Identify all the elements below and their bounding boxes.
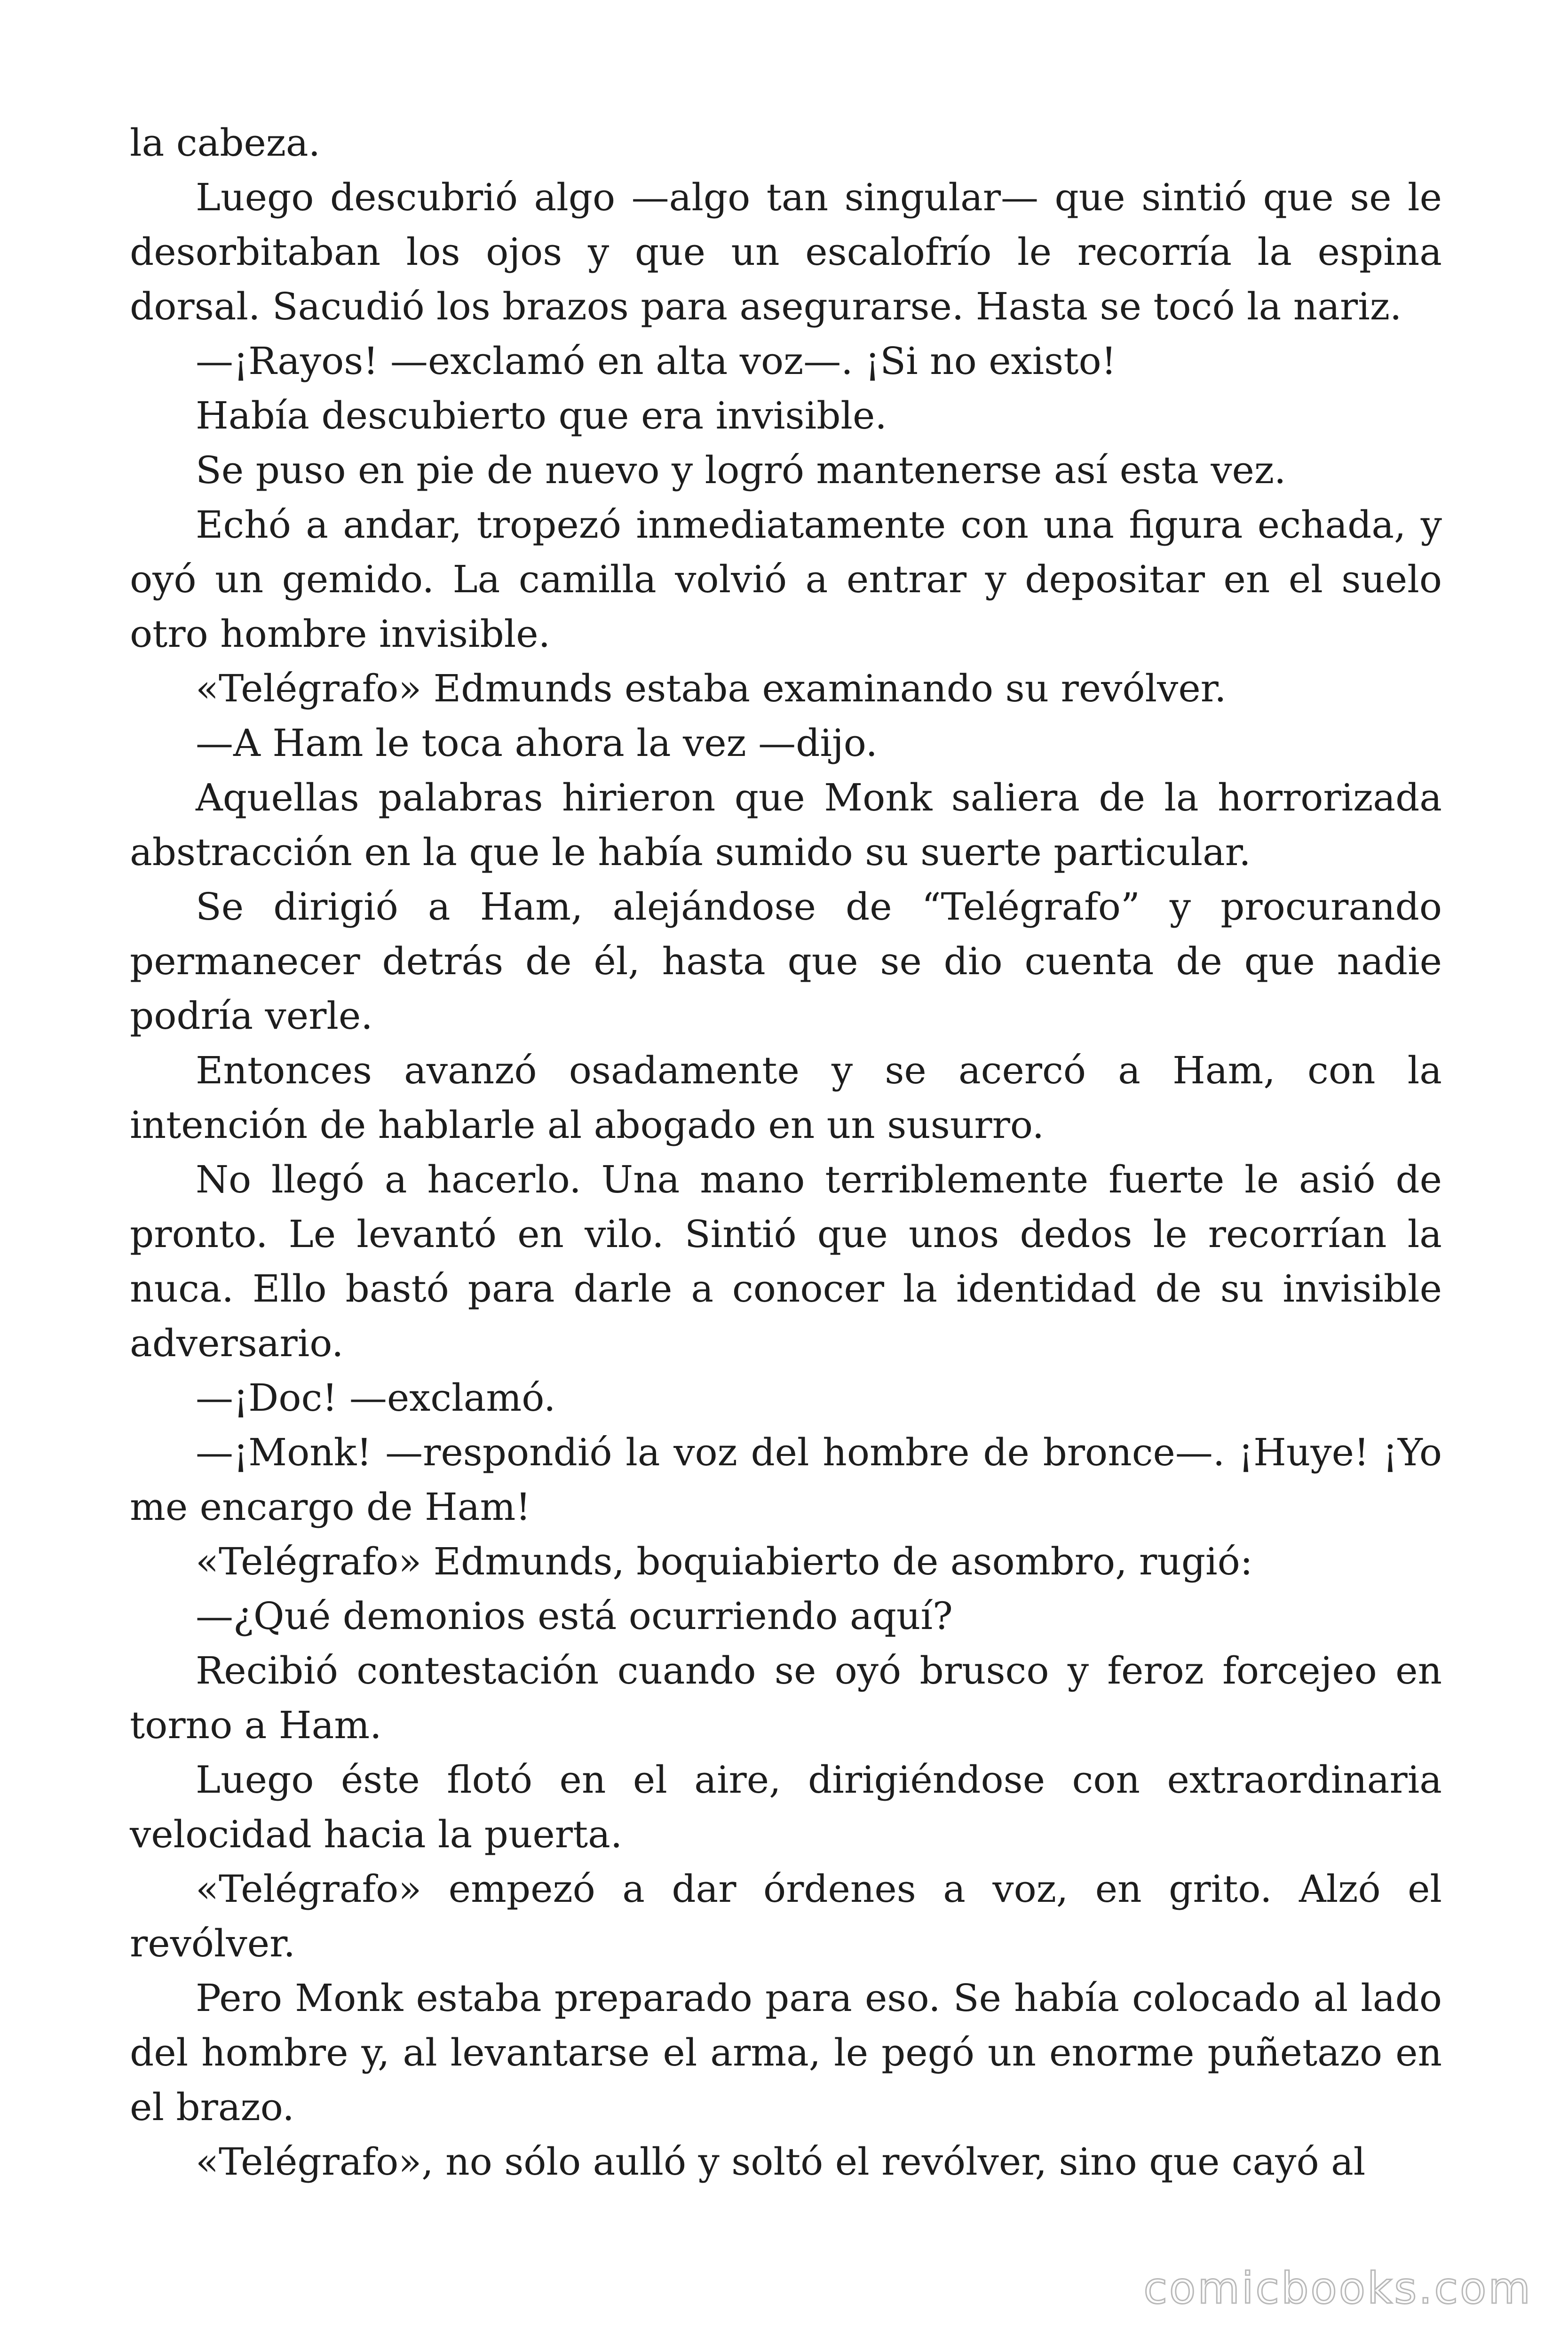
watermark: comicbooks.com: [1143, 2263, 1532, 2313]
paragraph-continuation: la cabeza.: [130, 121, 321, 165]
paragraph: Echó a andar, tropezó inmediatamente con una figura echada, y oyó un gemido. La camilla volvió a entrar y depositar en el suelo otro hombre invisible.: [130, 503, 1442, 656]
paragraph: Luego descubrió algo —algo tan singular— que sintió que se le desorbitaban los ojos y que un escalofrío le recorría la espina dorsal. Sacudió los brazos para asegurarse. Hasta se tocó la nariz.: [130, 175, 1442, 328]
paragraph: —¡Monk! —respondió la voz del hombre de bronce—. ¡Huye! ¡Yo me encargo de Ham!: [130, 1430, 1442, 1529]
paragraph: Había descubierto que era invisible.: [196, 394, 887, 437]
paragraph: Entonces avanzó osadamente y se acercó a Ham, con la intención de hablarle al abogado en un susurro.: [130, 1049, 1442, 1147]
paragraph: Recibió contestación cuando se oyó brusco y feroz forcejeo en torno a Ham.: [130, 1649, 1442, 1747]
paragraph: Pero Monk estaba preparado para eso. Se había colocado al lado del hombre y, al levantarse el arma, le pegó un enorme puñetazo en el brazo.: [130, 1976, 1442, 2129]
paragraph: Se dirigió a Ham, alejándose de “Telégrafo” y procurando permanecer detrás de él, hasta que se dio cuenta de que nadie podría verle.: [130, 885, 1442, 1038]
paragraph: —¿Qué demonios está ocurriendo aquí?: [196, 1594, 953, 1638]
paragraph: Luego éste flotó en el aire, dirigiéndose con extraordinaria velocidad hacia la puerta.: [130, 1758, 1442, 1856]
book-page-text: [130, 116, 1442, 2189]
paragraph: «Telégrafo» Edmunds, boquiabierto de asombro, rugió:: [196, 1540, 1253, 1583]
paragraph: —¡Doc! —exclamó.: [196, 1376, 556, 1420]
paragraph: Aquellas palabras hirieron que Monk saliera de la horrorizada abstracción en la que le había sumido su suerte particular.: [130, 776, 1442, 874]
paragraph: Se puso en pie de nuevo y logró mantenerse así esta vez.: [196, 448, 1286, 492]
paragraph: «Telégrafo» Edmunds estaba examinando su revólver.: [196, 667, 1227, 710]
paragraph: —A Ham le toca ahora la vez —dijo.: [196, 721, 878, 765]
paragraph: No llegó a hacerlo. Una mano terriblemente fuerte le asió de pronto. Le levantó en vilo. Sintió que unos dedos le recorrían la nuca. Ello bastó para darle a conocer la identidad de su invisible adversario.: [130, 1158, 1442, 1365]
paragraph: «Telégrafo» empezó a dar órdenes a voz, en grito. Alzó el revólver.: [130, 1867, 1442, 1965]
paragraph: —¡Rayos! —exclamó en alta voz—. ¡Si no existo!: [196, 339, 1117, 383]
paragraph: «Telégrafo», no sólo aulló y soltó el revólver, sino que cayó al: [196, 2140, 1366, 2184]
